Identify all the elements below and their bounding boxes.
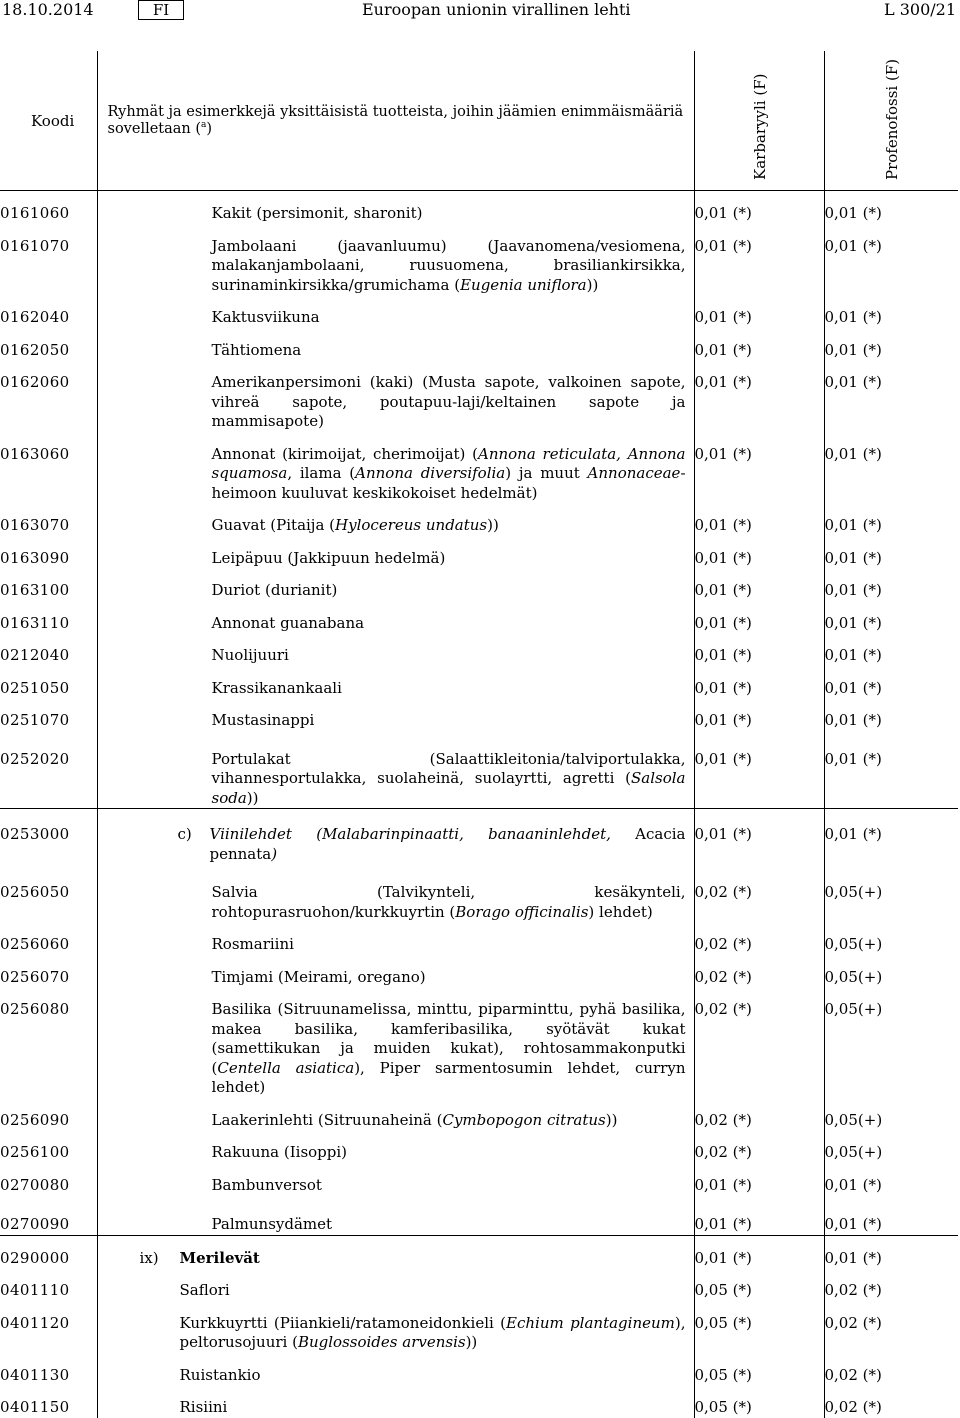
carbaryl-limit: 0,01 (*) [694,633,824,666]
product-code: 0251070 [0,698,97,731]
table-row [0,360,958,432]
table-row [0,731,958,809]
product-description: Guavat (Pitaija (Hylocereus undatus)) [97,503,694,536]
table-row [0,328,958,361]
product-description: Rakuuna (Iisoppi) [97,1130,694,1163]
product-description: ix) Merilevät [97,1235,694,1268]
product-description: Rosmariini [97,922,694,955]
product-code: 0162040 [0,295,97,328]
carbaryl-limit: 0,01 (*) [694,568,824,601]
carbaryl-limit: 0,01 (*) [694,503,824,536]
product-code: 0163110 [0,601,97,634]
carbaryl-limit: 0,01 (*) [694,1195,824,1235]
product-description: Basilika (Sitruunamelissa, minttu, piparminttu, pyhä basilika, makea basilika, kamferibasilika, syötävät kukat (samettikukan ja muiden kukat), rohtosammakonputki (Centella asiatica), Piper sarmentosumin lehdet, curryn lehdet) [97,987,694,1098]
product-code: 0212040 [0,633,97,666]
profenofos-limit: 0,01 (*) [824,1175,882,1194]
profenofos-limit: 0,01 (*) [824,1215,882,1233]
product-code: 0256080 [0,987,97,1098]
product-code: 0162060 [0,360,97,432]
table-row [0,809,958,865]
carbaryl-limit: 0,05 (*) [694,1385,824,1418]
product-description: Kurkkuyrtti (Piiankieli/ratamoneidonkieli (Echium plantagineum), peltorusojuuri (Buglossoides arvensis)) [97,1301,694,1353]
carbaryl-limit: 0,02 (*) [694,922,824,955]
table-row [0,191,958,224]
product-description: Palmunsydämet [97,1195,694,1235]
page-number: L 300/21 [884,0,956,19]
carbaryl-limit: 0,01 (*) [694,731,824,809]
product-description: c) Viinilehdet (Malabarinpinaatti, banaaninlehdet, Acacia pennata) [97,809,694,865]
table-row [0,666,958,699]
carbaryl-limit: 0,01 (*) [694,809,824,865]
carbaryl-limit: 0,01 (*) [694,360,824,432]
product-code: 0256100 [0,1130,97,1163]
group-prefix: ix) [139,1248,159,1267]
product-description: Tähtiomena [97,328,694,361]
profenofos-limit: 0,01 (*) [824,646,882,664]
table-row [0,633,958,666]
profenofos-limit: 0,01 (*) [824,711,882,729]
table-row [0,1268,958,1301]
product-code: 0163070 [0,503,97,536]
carbaryl-limit: 0,01 (*) [694,698,824,731]
product-description: Portulakat (Salaattikleitonia/talviportulakka, vihannesportulakka, suolaheinä, suolayrtti, agretti (Salsola soda)) [97,731,694,809]
product-code: 0401130 [0,1353,97,1386]
carbaryl-limit: 0,01 (*) [694,1235,824,1268]
carbaryl-limit: 0,01 (*) [694,328,824,361]
table-row [0,987,958,1098]
product-description: Annonat (kirimoijat, cherimoijat) (Annona reticulata, Annona squamosa, ilama (Annona diversifolia) ja muut Annonaceae-heimoon kuuluvat keskikokoiset hedelmät) [97,432,694,504]
table-row [0,1130,958,1163]
profenofos-limit: 0,01 (*) [824,204,882,222]
group-prefix: c) [177,825,192,843]
product-code: 0253000 [0,809,97,865]
table-row [0,224,958,296]
profenofos-limit: 0,02 (*) [824,1281,882,1299]
carbaryl-limit: 0,01 (*) [694,601,824,634]
carbaryl-limit: 0,05 (*) [694,1268,824,1301]
product-code: 0256060 [0,922,97,955]
product-description: Saflori [97,1268,694,1301]
product-description: Krassikanankaali [97,666,694,699]
product-code: 0251050 [0,666,97,699]
column-header-carbaryl: Karbaryyli (F) [694,51,824,191]
product-description: Laakerinlehti (Sitruunaheinä (Cymbopogon citratus)) [97,1098,694,1131]
journal-title: Euroopan unionin virallinen lehti [362,0,631,19]
profenofos-limit: 0,02 (*) [824,1365,882,1384]
column-header-code: Koodi [0,51,97,191]
table-row [0,536,958,569]
table-row [0,503,958,536]
carbaryl-limit: 0,02 (*) [694,1098,824,1131]
profenofos-limit: 0,02 (*) [824,1313,882,1332]
carbaryl-limit: 0,01 (*) [694,295,824,328]
profenofos-limit: 0,01 (*) [824,581,882,599]
carbaryl-limit: 0,01 (*) [694,1163,824,1196]
profenofos-limit: 0,05(+) [824,1000,883,1018]
table-row [0,955,958,988]
table-row [0,601,958,634]
column-header-profenofos: Profenofossi (F) [824,51,958,191]
table-row [0,864,958,922]
product-code: 0401150 [0,1385,97,1418]
profenofos-limit: 0,01 (*) [824,678,882,697]
carbaryl-limit: 0,05 (*) [694,1301,824,1353]
product-description: Salvia (Talvikynteli, kesäkynteli, rohtopurasruohon/kurkkuyrtin (Borago officinalis) lehdet) [97,864,694,922]
product-code: 0270090 [0,1195,97,1235]
publication-date: 18.10.2014 [2,0,94,19]
profenofos-limit: 0,01 (*) [824,308,882,326]
table-row [0,1353,958,1386]
language-badge: FI [138,0,184,20]
column-header-groups: Ryhmät ja esimerkkejä yksittäisistä tuotteista, joihin jäämien enimmäismääriä sovelletaan ($^a$) [97,51,694,191]
table-row [0,922,958,955]
product-description: Annonat guanabana [97,601,694,634]
carbaryl-limit: 0,01 (*) [694,536,824,569]
table-row [0,295,958,328]
profenofos-limit: 0,05(+) [824,1110,883,1129]
table-row [0,1163,958,1196]
product-description: Leipäpuu (Jakkipuun hedelmä) [97,536,694,569]
product-description: Kaktusviikuna [97,295,694,328]
profenofos-limit: 0,01 (*) [824,516,882,534]
product-description: Duriot (durianit) [97,568,694,601]
product-code: 0161070 [0,224,97,296]
footnote-ref: a [201,120,207,131]
profenofos-limit: 0,02 (*) [824,1398,882,1416]
carbaryl-limit: 0,05 (*) [694,1353,824,1386]
profenofos-limit: 0,01 (*) [824,373,882,391]
product-description: Mustasinappi [97,698,694,731]
product-code: 0162050 [0,328,97,361]
product-description: Risiini [97,1385,694,1418]
product-code: 0256070 [0,955,97,988]
product-code: 0252020 [0,731,97,809]
product-description: Kakit (persimonit, sharonit) [97,191,694,224]
product-code: 0161060 [0,191,97,224]
profenofos-limit: 0,05(+) [824,967,883,986]
product-code: 0270080 [0,1163,97,1196]
profenofos-limit: 0,05(+) [824,1143,883,1161]
table-row [0,568,958,601]
product-code: 0163060 [0,432,97,504]
profenofos-limit: 0,01 (*) [824,444,882,463]
carbaryl-limit: 0,02 (*) [694,864,824,922]
product-code: 0401110 [0,1268,97,1301]
carbaryl-limit: 0,02 (*) [694,955,824,988]
product-description: Nuolijuuri [97,633,694,666]
profenofos-limit: 0,01 (*) [824,749,882,768]
product-code: 0163100 [0,568,97,601]
table-header-row [0,51,958,191]
product-code: 0256090 [0,1098,97,1131]
profenofos-limit: 0,01 (*) [824,340,882,359]
table-row [0,432,958,504]
carbaryl-limit: 0,02 (*) [694,987,824,1098]
carbaryl-limit: 0,01 (*) [694,432,824,504]
carbaryl-limit: 0,01 (*) [694,666,824,699]
table-row [0,1235,958,1268]
product-description: Amerikanpersimoni (kaki) (Musta sapote, valkoinen sapote, vihreä sapote, poutapuu-laji/keltainen sapote ja mammisapote) [97,360,694,432]
product-description: Timjami (Meirami, oregano) [97,955,694,988]
carbaryl-limit: 0,02 (*) [694,1130,824,1163]
product-code: 0290000 [0,1235,97,1268]
product-code: 0163090 [0,536,97,569]
profenofos-limit: 0,01 (*) [824,236,882,255]
profenofos-limit: 0,01 (*) [824,809,958,865]
table-row [0,1301,958,1353]
profenofos-limit: 0,05(+) [824,883,883,901]
product-description: Jambolaani (jaavanluumu) (Jaavanomena/vesiomena, malakanjambolaani, ruusuomena, brasiliankirsikka, surinaminkirsikka/grumichama (Eugenia uniflora)) [97,224,694,296]
carbaryl-limit: 0,01 (*) [694,224,824,296]
residue-limits-table [0,51,958,1418]
table-row [0,698,958,731]
product-description: Ruistankio [97,1353,694,1386]
table-row [0,1195,958,1235]
profenofos-limit: 0,05(+) [824,935,883,953]
page-header [0,0,960,22]
carbaryl-limit: 0,01 (*) [694,191,824,224]
product-description: Bambunversot [97,1163,694,1196]
table-row [0,1098,958,1131]
profenofos-limit: 0,01 (*) [824,1235,958,1268]
product-code: 0256050 [0,864,97,922]
product-code: 0401120 [0,1301,97,1353]
profenofos-limit: 0,01 (*) [824,613,882,632]
profenofos-limit: 0,01 (*) [824,548,882,567]
